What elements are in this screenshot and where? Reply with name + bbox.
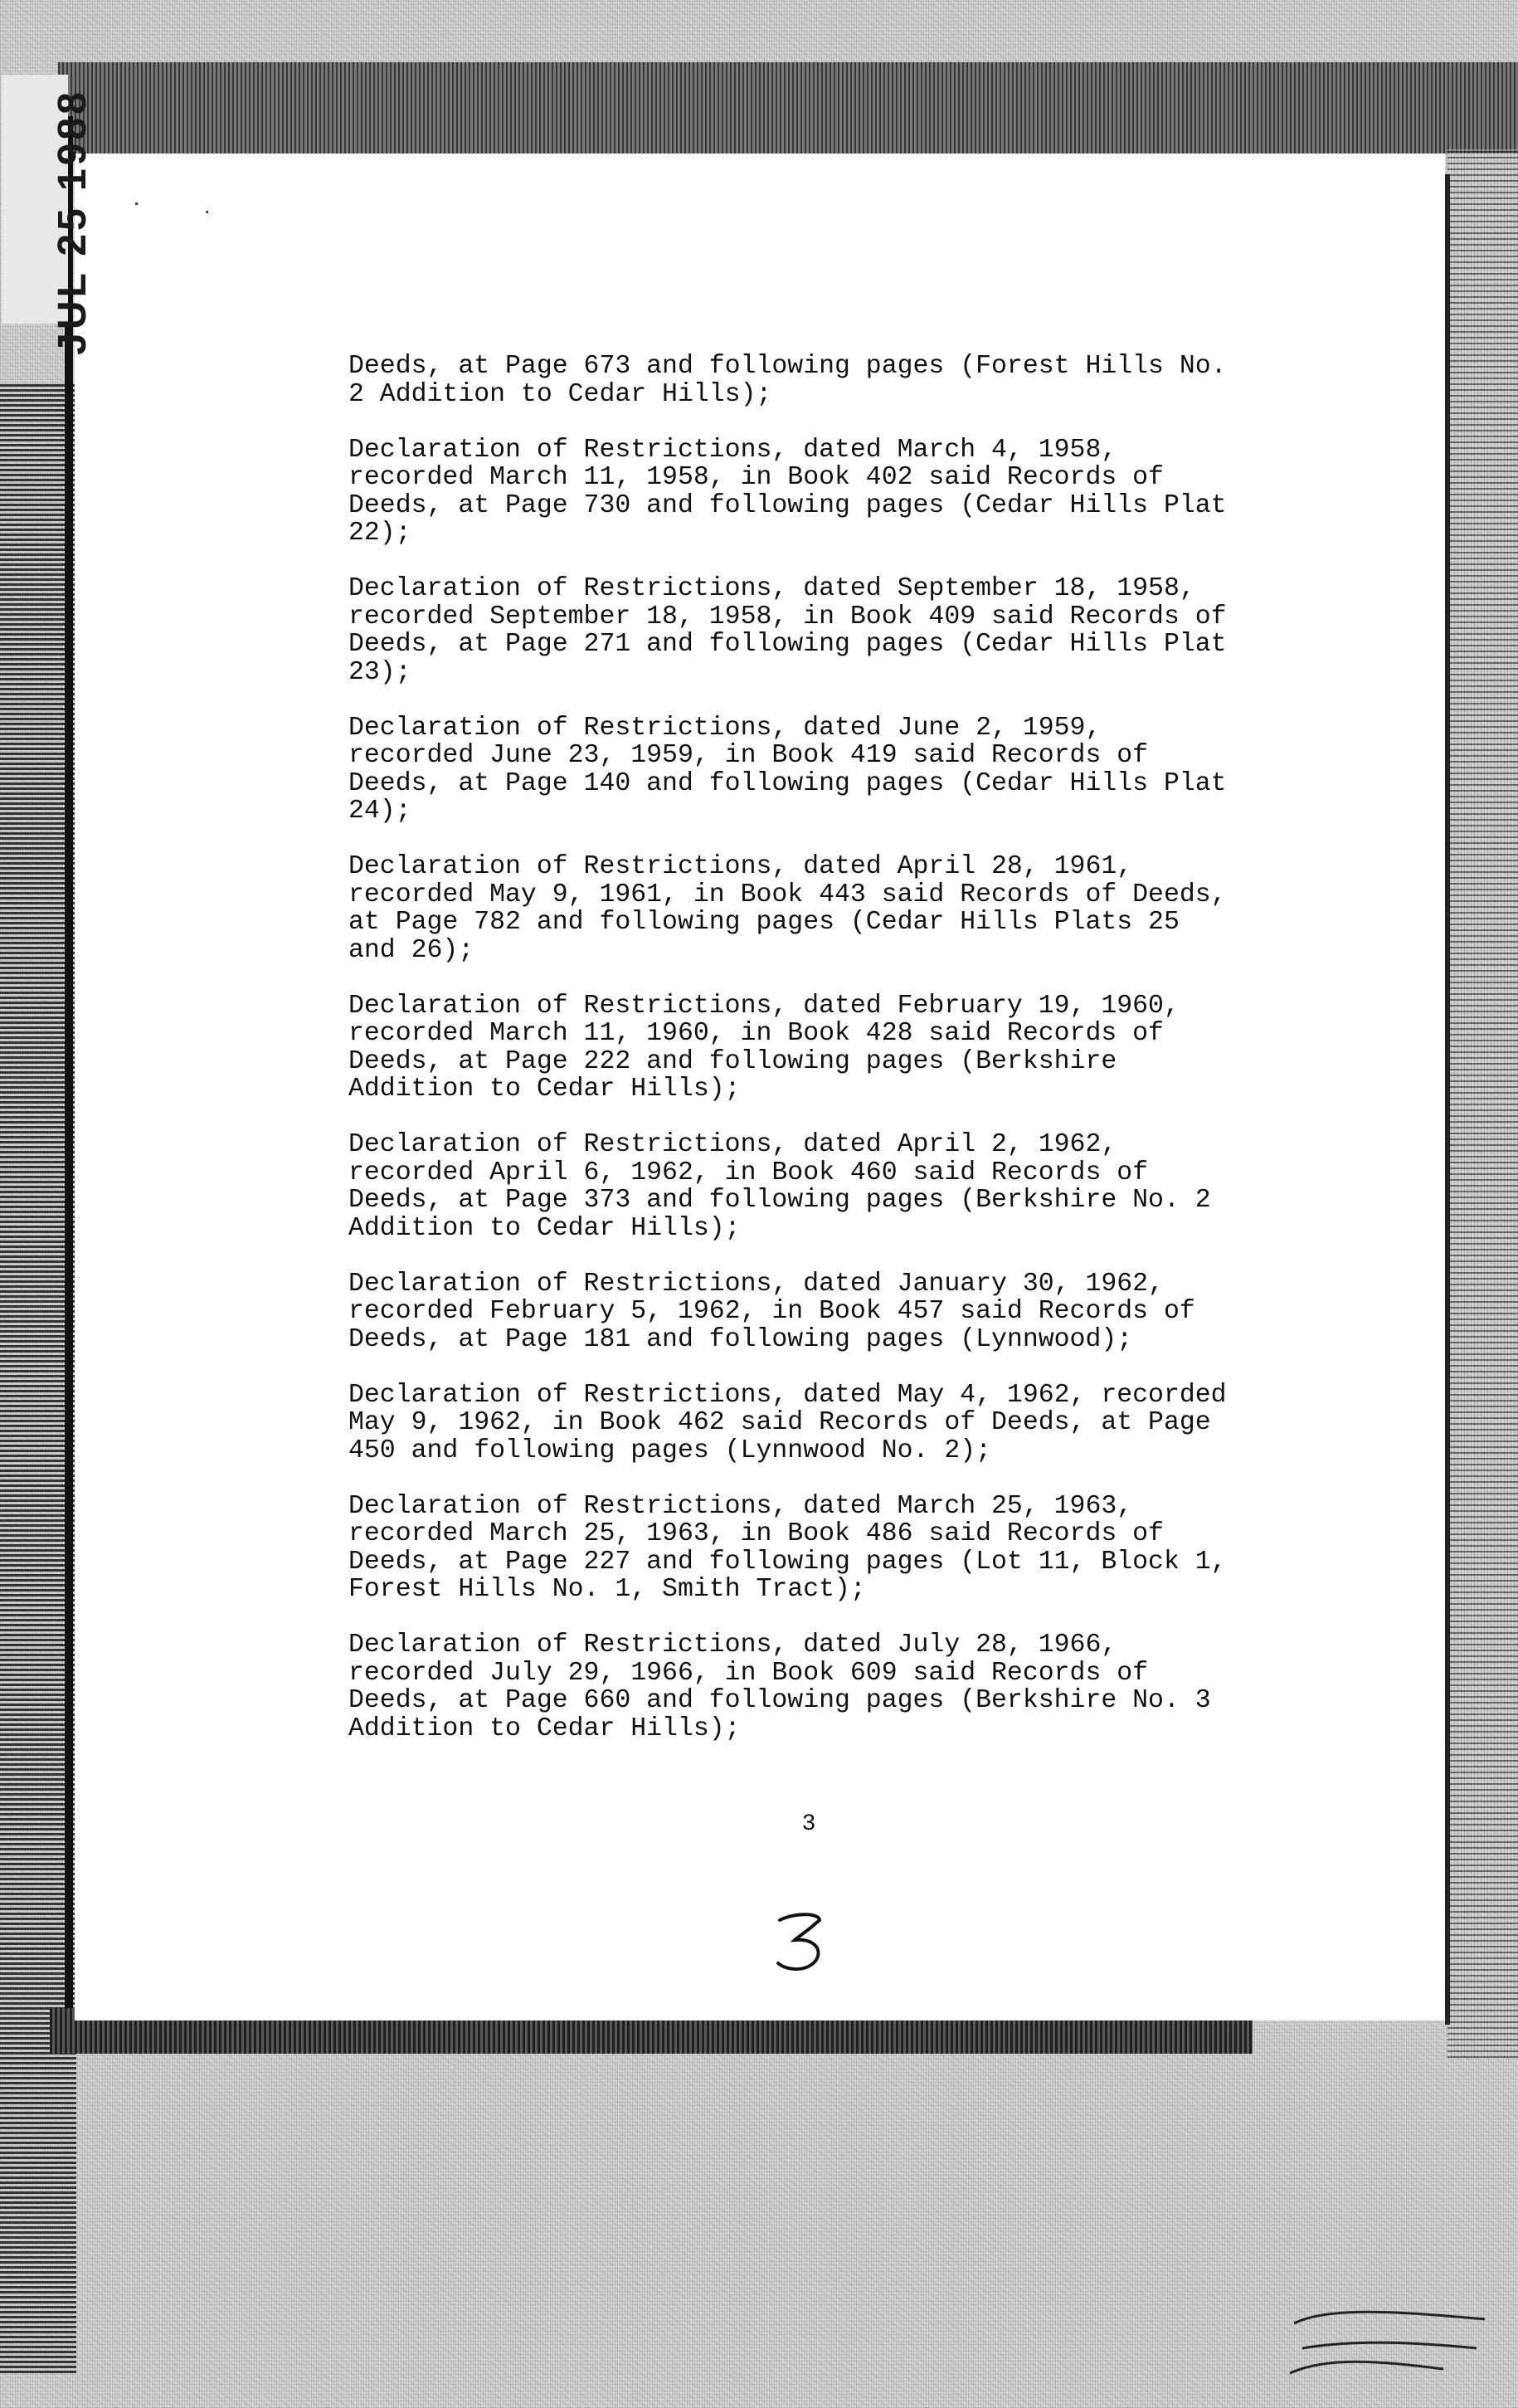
sheet-right-edge <box>1445 174 1450 2025</box>
restriction-entry: Declaration of Restrictions, dated April 28, 1961, recorded May 9, 1961, in Book 443 said Records of Deeds, at Page 782 and following pages (Cedar Hills Plats 25 and 26); <box>348 852 1227 965</box>
restriction-entry: Declaration of Restrictions, dated April 2, 1962, recorded April 6, 1962, in Book 460 said Records of Deeds, at Page 373 and following pages (Berkshire No. 2 Addition to Cedar Hills); <box>348 1130 1211 1243</box>
date-stamp-area <box>2 75 95 355</box>
handwritten-page-number <box>771 1908 830 1975</box>
restriction-entry: Declaration of Restrictions, dated February 19, 1960, recorded March 11, 1960, in Book 428 said Records of Deeds, at Page 222 and following pages (Berkshire Addition to Cedar Hills); <box>348 991 1180 1104</box>
scan-top-shadow <box>58 62 1518 154</box>
restriction-entry: Declaration of Restrictions, dated March 25, 1963, recorded March 25, 1963, in Book 486 said Records of Deeds, at Page 227 and following pages (Lot 11, Block 1, Forest Hills No. 1, Smith Tract); <box>348 1491 1227 1604</box>
sheet-left-edge <box>65 116 73 2008</box>
margin-scribble <box>1277 2290 1501 2390</box>
date-stamp: JUL 25 1988 <box>50 89 95 355</box>
page-number: 3 <box>801 1811 816 1837</box>
restriction-entry: Declaration of Restrictions, dated January 30, 1962, recorded February 5, 1962, in Book 457 said Records of Deeds, at Page 181 and following pages (Lynnwood); <box>348 1269 1195 1354</box>
restriction-entry: Declaration of Restrictions, dated July 28, 1966, recorded July 29, 1966, in Book 609 said Records of Deeds, at Page 660 and following pages (Berkshire No. 3 Addition to Cedar Hills); <box>348 1631 1211 1743</box>
restriction-entry: Declaration of Restrictions, dated May 4, 1962, recorded May 9, 1962, in Book 462 said Records of Deeds, at Page 450 and following pages (Lynnwood No. 2); <box>348 1380 1227 1465</box>
stray-mark: · <box>133 189 141 215</box>
restriction-entry: Declaration of Restrictions, dated March 4, 1958, recorded March 11, 1958, in Book 402 said Records of Deeds, at Page 730 and following pages (Cedar Hills Plat 22); <box>348 435 1227 548</box>
restriction-entry: Declaration of Restrictions, dated September 18, 1958, recorded September 18, 1958, in Book 409 said Records of Deeds, at Page 271 and following pages (Cedar Hills Plat 23); <box>348 574 1227 687</box>
stray-mark: · <box>203 197 212 223</box>
restriction-entry: Declaration of Restrictions, dated June 2, 1959, recorded June 23, 1959, in Book 419 said Records of Deeds, at Page 140 and following pages (Cedar Hills Plat 24); <box>348 713 1227 826</box>
scan-right-shadow <box>1447 149 1518 2058</box>
restriction-entry: Deeds, at Page 673 and following pages (Forest Hills No. 2 Addition to Cedar Hills); <box>348 352 1227 409</box>
document-body <box>348 353 1302 1771</box>
